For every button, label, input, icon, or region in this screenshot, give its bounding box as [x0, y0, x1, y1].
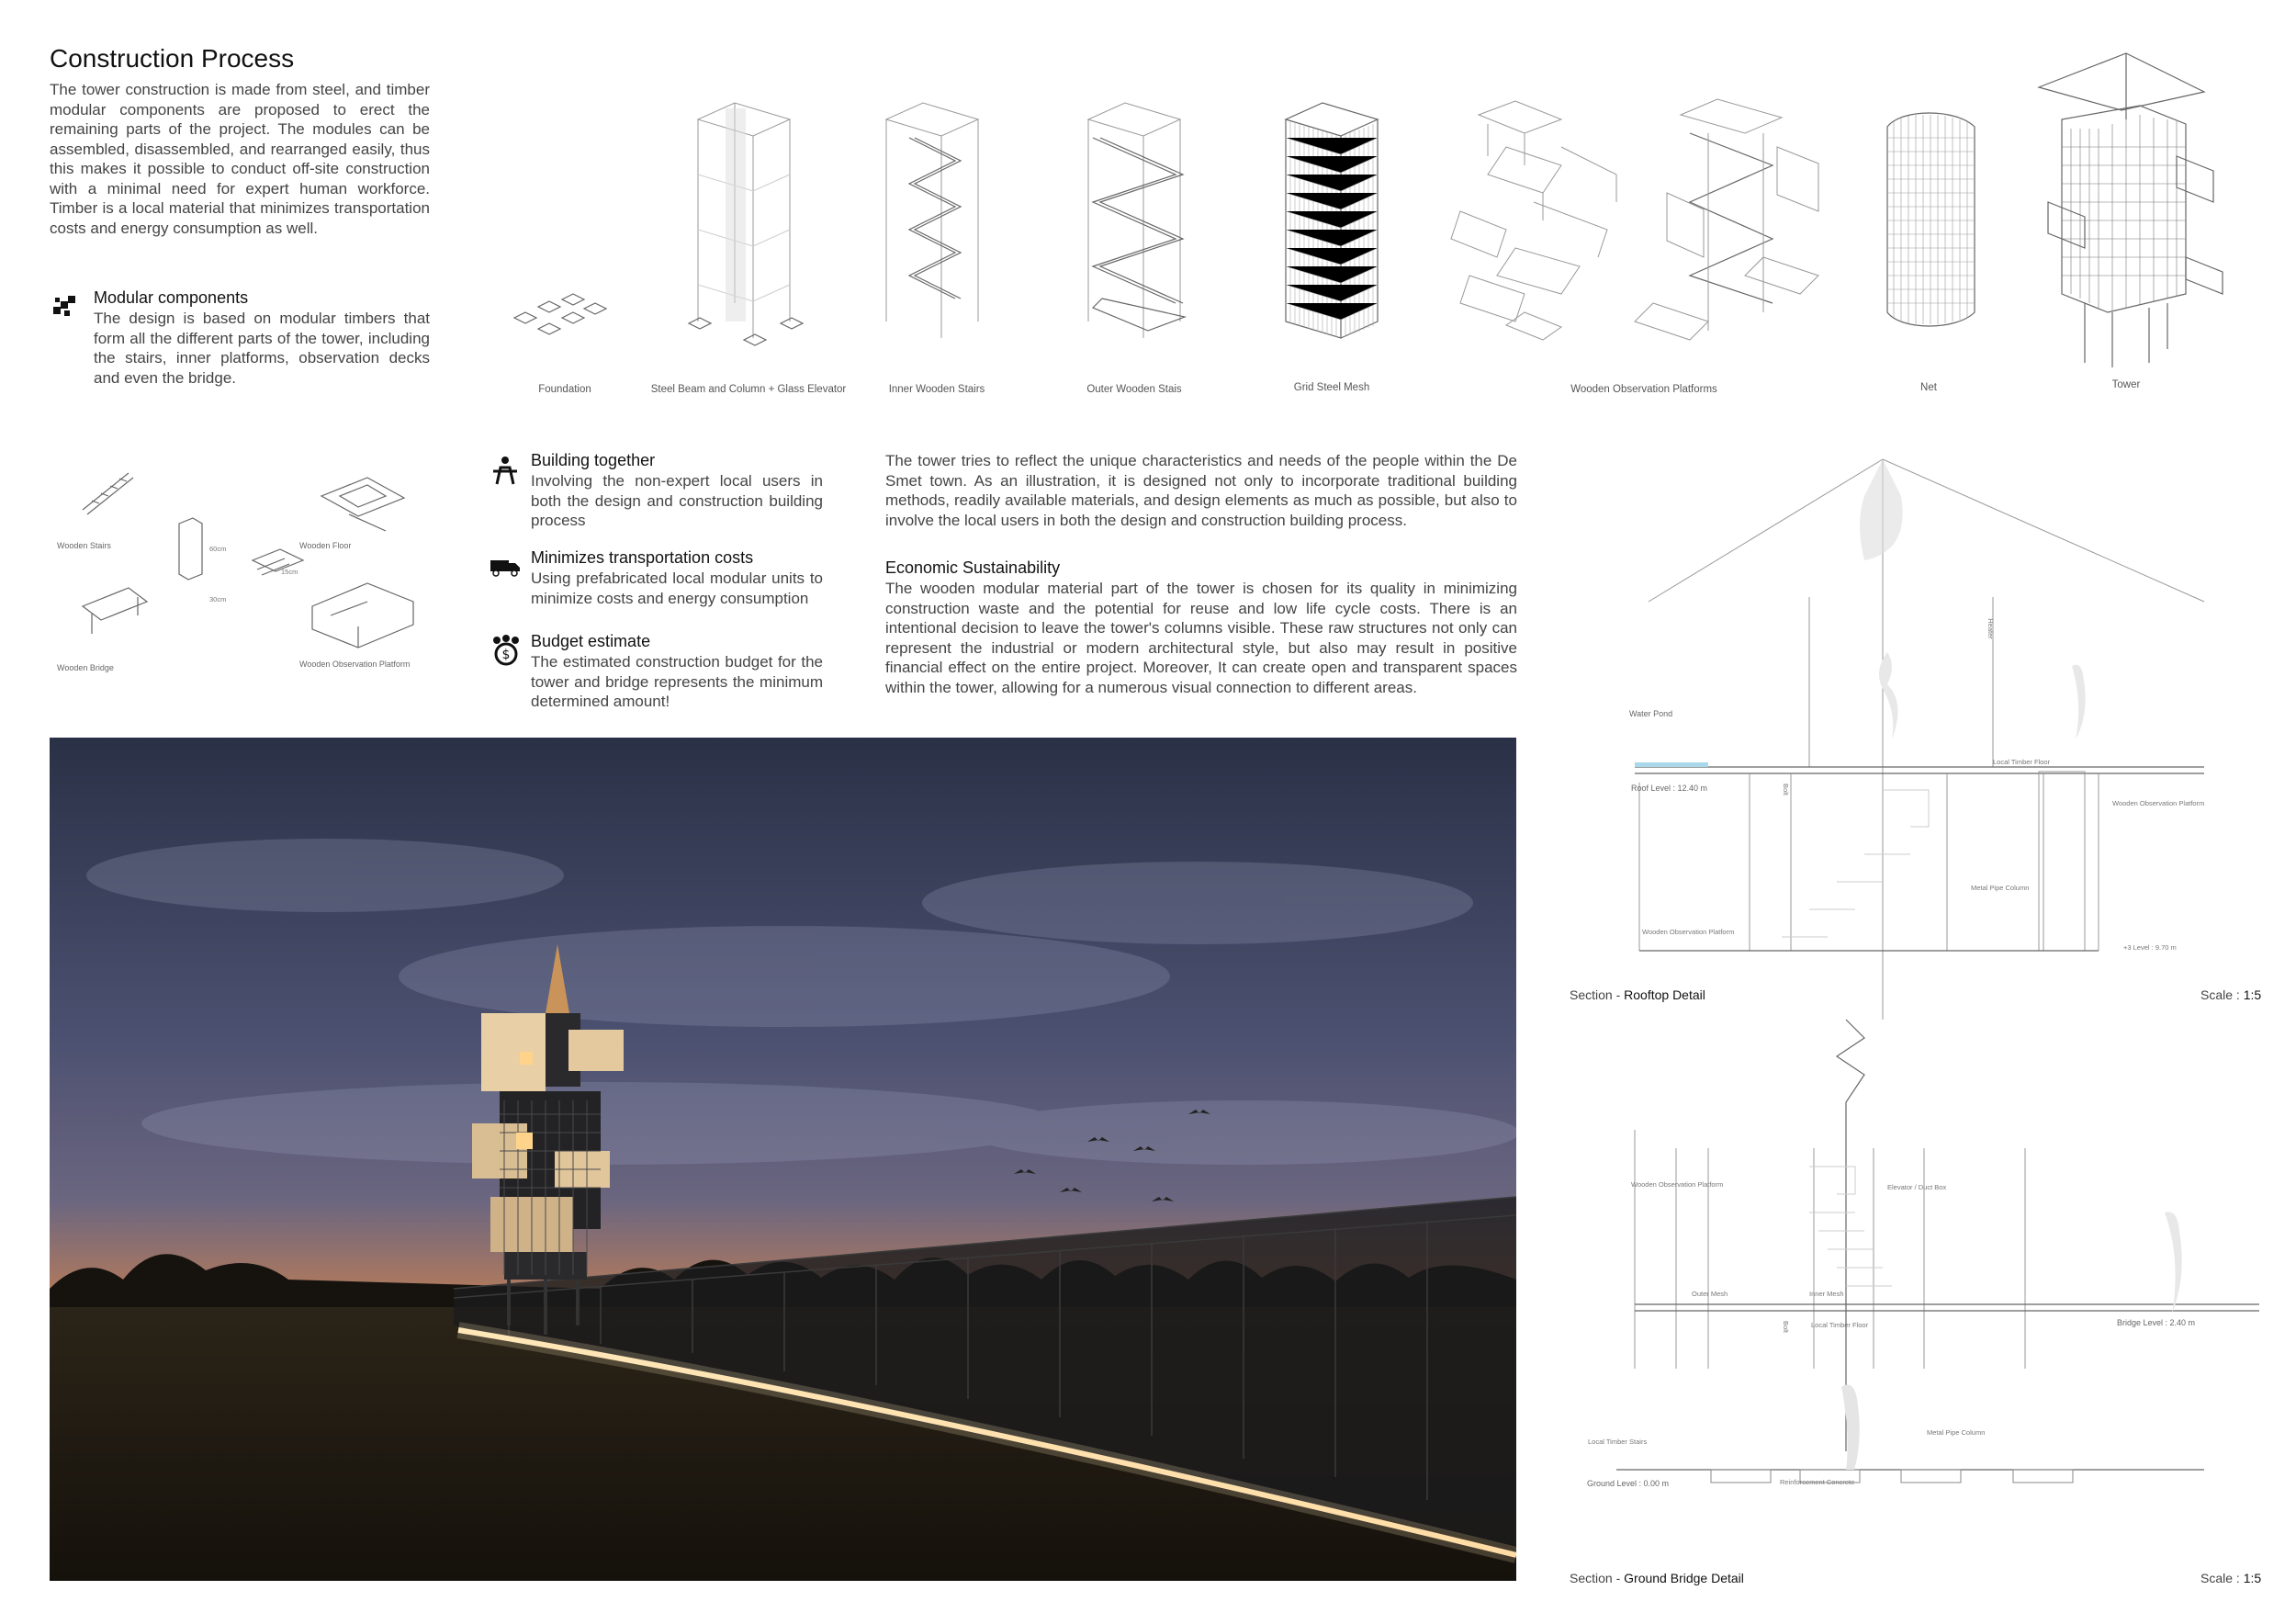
construction-steps-diagram	[0, 0, 2296, 404]
label-bolt-ground: Bolt	[1781, 1321, 1790, 1333]
caption-net: Net	[1920, 382, 1937, 393]
feature-text-transport: Using prefabricated local modular units to minimize costs and energy consumption	[531, 570, 823, 607]
platforms-assembled-drawing	[1635, 99, 1818, 340]
wooden-stairs-drawing	[83, 473, 133, 514]
label-inner-mesh: Inner Mesh	[1809, 1290, 1844, 1298]
label-water-pond: Water Pond	[1629, 709, 1673, 718]
label-wooden-bridge: Wooden Bridge	[57, 663, 114, 672]
section-title-ground	[1570, 1571, 1744, 1585]
modular-title: Modular components	[94, 288, 249, 307]
description-intro: The tower tries to reflect the unique characteristics and needs of the people within the De Smet town. As an illustration, it is designed not only to incorporate traditional building methods, readily available materials, and design elements as much as possible, but also to involve the local users in both the design and construction building process.	[885, 452, 1517, 529]
inner-stairs-drawing	[886, 103, 978, 338]
grid-mesh-drawing	[1286, 103, 1378, 338]
steel-beam-drawing	[689, 103, 803, 345]
section-name-top: Rooftop Detail	[1624, 987, 1705, 1002]
scale-prefix-ground: Scale :	[2200, 1571, 2244, 1585]
label-elevator: Elevator / Duct Box	[1887, 1183, 1947, 1191]
label-dim-30: 30cm	[209, 595, 227, 603]
section-title-rooftop	[1570, 987, 1705, 1002]
label-level3: +3 Level : 9.70 m	[2123, 943, 2177, 952]
label-bolt-top: Bolt	[1781, 784, 1790, 795]
caption-mesh: Grid Steel Mesh	[1293, 382, 1370, 393]
foundation-drawing	[514, 294, 606, 334]
label-wooden-obs-platform-low: Wooden Observation Platform	[1642, 928, 1735, 936]
section-drawings	[1561, 441, 2262, 1598]
label-wooden-obs-platform: Wooden Observation Platform	[299, 660, 411, 669]
rooftop-section	[1635, 459, 2204, 1451]
caption-inner-stairs: Inner Wooden Stairs	[888, 384, 985, 395]
feature-title-transport: Minimizes transportation costs	[531, 548, 754, 567]
builders-icon	[490, 455, 521, 486]
feature-text-building: Involving the non-expert local users in both the design and construction building process	[531, 472, 823, 529]
label-dim-15: 15cm	[281, 568, 298, 576]
label-outer-mesh: Outer Mesh	[1692, 1290, 1728, 1298]
label-reinforcement: Reinforcement Concrete	[1780, 1478, 1855, 1486]
caption-steel: Steel Beam and Column + Glass Elevator	[650, 384, 847, 395]
feature-text-budget: The estimated construction budget for the tower and bridge represents the minimum determined amount!	[531, 653, 823, 710]
feature-title-budget: Budget estimate	[531, 632, 651, 650]
net-drawing	[1887, 113, 1975, 326]
section-name-ground: Ground Bridge Detail	[1624, 1571, 1744, 1585]
label-dim-60: 60cm	[209, 545, 227, 553]
money-icon	[490, 634, 523, 667]
wooden-floor-drawing	[321, 478, 404, 531]
intro-paragraph: The tower construction is made from steel, and timber modular components are proposed to erect the remaining parts of the project. The modules can be assembled, disassembled, and rearranged easily, thus this makes it possible to conduct off-site construction with a minimal need for expert human workforce. Timber is a local material that minimizes transportation costs and energy consumption as well.	[50, 81, 430, 237]
scale-value-ground: 1:5	[2243, 1571, 2262, 1585]
label-wooden-obs-platform-ground: Wooden Observation Platform	[1631, 1180, 1724, 1189]
label-wooden-floor: Wooden Floor	[299, 541, 352, 550]
svg-text:$: $	[501, 648, 511, 662]
scale-ground	[2200, 1571, 2261, 1585]
label-local-timber-stairs: Local Timber Stairs	[1588, 1438, 1648, 1446]
label-wooden-stairs: Wooden Stairs	[57, 541, 111, 550]
label-ground-level: Ground Level : 0.00 m	[1587, 1479, 1670, 1488]
caption-outer-stairs: Outer Wooden Stais	[1086, 384, 1182, 395]
caption-foundation: Foundation	[538, 384, 591, 395]
label-heater: Heater	[1986, 618, 1995, 639]
economic-title: Economic Sustainability	[885, 558, 1061, 577]
wooden-bridge-drawing	[83, 588, 147, 634]
section-prefix-ground: Section -	[1570, 1571, 1625, 1585]
label-bridge-level: Bridge Level : 2.40 m	[2117, 1318, 2196, 1327]
section-prefix-top: Section -	[1570, 987, 1625, 1002]
modular-text: The design is based on modular timbers that form all the different parts of the tower, including the stairs, inner platforms, observation decks and even the bridge.	[94, 310, 430, 387]
scale-value-top: 1:5	[2243, 987, 2262, 1002]
platforms-exploded-drawing	[1451, 101, 1616, 340]
feature-title-building: Building together	[531, 451, 656, 469]
wooden-obs-platform-drawing	[312, 583, 413, 648]
scale-prefix-top: Scale :	[2200, 987, 2244, 1002]
caption-tower: Tower	[2111, 379, 2141, 390]
label-local-timber-floor: Local Timber Floor	[1993, 758, 2051, 766]
outer-stairs-drawing	[1088, 103, 1185, 338]
page-title: Construction Process	[50, 44, 295, 73]
tower-drawing	[2039, 53, 2223, 367]
modules-diagram	[37, 459, 459, 680]
label-local-timber-floor-ground: Local Timber Floor	[1811, 1321, 1869, 1329]
economic-text: The wooden modular material part of the tower is chosen for its quality in minimizing construction waste and the potential for reuse and low life cycle costs. There is an intentional decision to leave the tower's columns visible. These raw structures not only can represent the industrial or modern architectural style, but also may result in positive financial effect on the entire project. Moreover, It can create open and transparent spaces within the tower, allowing for a numerous visual connection to different areas.	[885, 580, 1517, 696]
label-wooden-obs-platform-top: Wooden Observation Platform	[2112, 799, 2205, 807]
scale-rooftop	[2200, 987, 2261, 1002]
caption-platforms: Wooden Observation Platforms	[1570, 384, 1717, 395]
night-render-image	[50, 738, 1516, 1581]
label-metal-pipe-column-top: Metal Pipe Column	[1971, 884, 2030, 892]
truck-icon	[490, 555, 521, 577]
label-roof-level: Roof Level : 12.40 m	[1631, 784, 1708, 793]
label-metal-pipe-column-ground: Metal Pipe Column	[1927, 1428, 1986, 1437]
